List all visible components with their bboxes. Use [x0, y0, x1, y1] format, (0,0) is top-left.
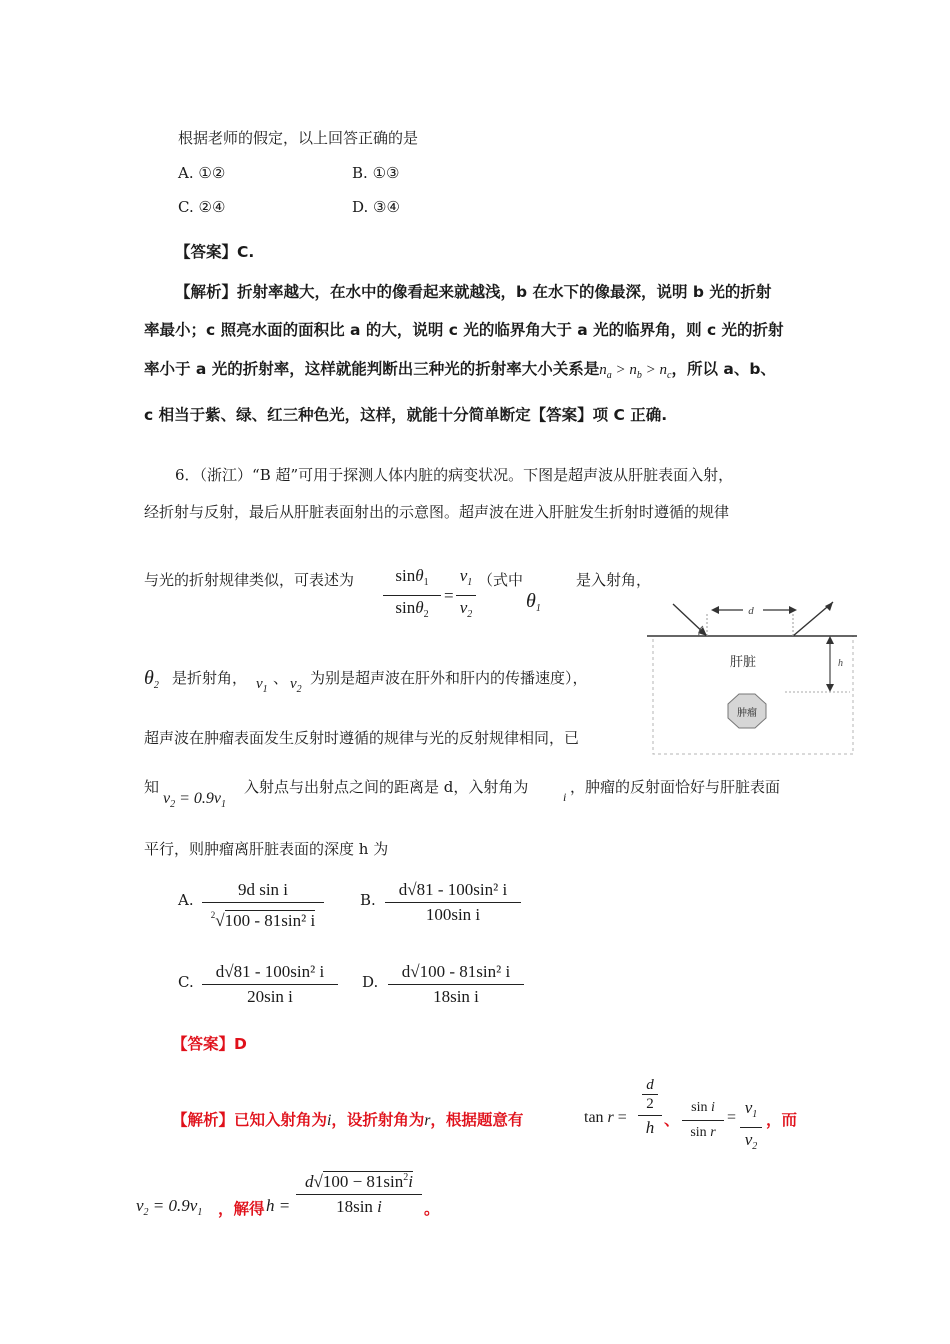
v1-symbol: $v_1$ [256, 676, 268, 695]
q6-option-a-formula: 9d sin i $^2$√100 - 81sin² i [202, 880, 324, 931]
answer-q5: 【答案】C. [175, 243, 255, 261]
q6-line-3-post: 是入射角， [576, 571, 652, 589]
q6-line-2: 经折射与反射，最后从肝脏表面射出的示意图。超声波在进入肝脏发生折射时遵循的规律 [144, 503, 730, 521]
q6-line-1: 6．（浙江）“B 超”可用于探测人体内脏的病变状况。下图是超声波从肝脏表面入射， [175, 466, 734, 484]
question-stem-tail: 根据老师的假定，以上回答正确的是 [178, 129, 419, 147]
q6-line-4-tail: 为别是超声波在肝外和肝内的传播速度）， [310, 669, 588, 687]
q6-line-7: 平行，则肿瘤离肝脏表面的深度 h 为 [144, 840, 389, 858]
q6-option-a-label: A. [178, 891, 194, 909]
option-b: B. ①③ [352, 164, 400, 182]
q6-option-d-formula: d√100 - 81sin² i 18sin i [388, 962, 524, 1007]
analysis-line-4: c 相当于紫、绿、红三种色光，这样，就能十分简单断定【答案】项 C 正确. [144, 406, 668, 424]
snell-formula-rhs: $v_1$ $v_2$ [456, 566, 476, 625]
analysis-line-1: 【解析】折射率越大，在水中的像看起来就越浅，b 在水下的像最深，说明 b 光的折射 [175, 283, 772, 301]
option-a: A. ①② [178, 164, 226, 182]
tumor-label: 肿瘤 [737, 708, 757, 719]
option-c: C. ②④ [178, 198, 226, 216]
q6-option-d-label: D. [362, 973, 379, 991]
q6-line-3-mid: （式中 [478, 571, 524, 589]
velocity-ratio-formula: $v_1$ $v_2$ [740, 1098, 762, 1157]
q6-line-5: 超声波在肿瘤表面发生反射时遵循的规律与光的反射规律相同，已 [144, 729, 580, 747]
tan-r-fraction: d 2 h [638, 1076, 662, 1138]
v2-relation: $v_2 = 0.9v_1$ [136, 1196, 203, 1218]
q6-line-6-mid: 入射点与出射点之间的距离是 d，入射角为 [244, 778, 529, 796]
d-label: d [748, 605, 754, 617]
q6-line-4-post: 是折射角， [172, 669, 248, 687]
q6-line-6-post: ，肿瘤的反射面恰好与肝脏表面 [570, 778, 781, 796]
tan-r-formula: tan r = [584, 1109, 627, 1126]
ultrasound-liver-diagram [645, 596, 860, 758]
answer-q6: 【答案】D [172, 1035, 247, 1053]
option-d: D. ③④ [352, 198, 400, 216]
theta1-symbol: $\theta_1$ [526, 590, 541, 614]
snell-formula-lhs: sinθ$_1$ sinθ$_2$ [383, 566, 441, 625]
h-result-formula: $d√100 - 81\sin^2i$ 18sin i [296, 1168, 422, 1217]
v2-symbol: $v_2$ [290, 676, 302, 695]
q6-option-b-formula: d√81 - 100sin² i 100sin i [385, 880, 521, 925]
sin-ratio-formula: sin i sin r [682, 1098, 724, 1143]
q6-option-b-label: B. [360, 891, 376, 909]
v2-equals-formula: $v_2 = 0.9v_1$ [163, 790, 227, 810]
refraction-index-relation: $n_a > n_b > n_c$ [599, 362, 672, 381]
q6-analysis-line-1: 【解析】已知入射角为i，设折射角为r，根据题意有 [172, 1111, 524, 1129]
q6-line-6-pre: 知 [144, 778, 160, 796]
incidence-angle-symbol: i [563, 790, 567, 804]
theta2-symbol: $\theta_2$ [144, 667, 159, 691]
analysis-line-2: 率最小；c 照亮水面的面积比 a 的大，说明 c 光的临界角大于 a 光的临界角，则 c 光的折射 [144, 321, 784, 339]
h-result-lhs: h = [266, 1196, 291, 1215]
q6-option-c-label: C. [178, 973, 194, 991]
analysis-line-3: 率小于 a 光的折射率，这样就能判断出三种光的折射率大小关系是$n_a > n_b > n_c$，所以 a、b、 [144, 360, 776, 381]
liver-label: 肝脏 [729, 655, 757, 670]
h-label: h [838, 658, 843, 669]
q6-option-c-formula: d√81 - 100sin² i 20sin i [202, 962, 338, 1007]
q6-line-3-pre: 与光的折射规律类似，可表述为 [144, 571, 355, 589]
emerging-arrow-head [825, 602, 833, 611]
